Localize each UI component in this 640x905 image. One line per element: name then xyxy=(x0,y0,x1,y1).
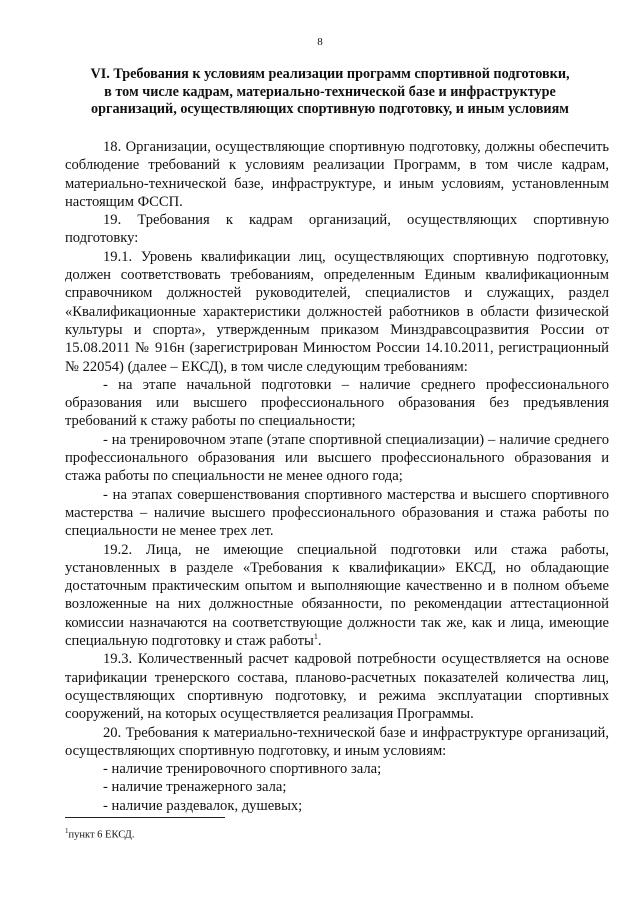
paragraph-18: 18. Организации, осуществляющие спортивную подготовку, должны обеспечить соблюдение требований к условиям реализации Программ, в том числе кадрам, материально-технической базе, инфраструктуре, и иным условиям, установленным настоящим ФССП. xyxy=(65,139,609,210)
list-item: - наличие тренажерного зала; xyxy=(103,779,287,796)
heading-line-1: VI. Требования к условиям реализации программ спортивной подготовки, xyxy=(90,66,570,82)
section-heading xyxy=(60,66,600,119)
paragraph-19-2-end: . xyxy=(317,633,322,650)
heading-line-3: организаций, осуществляющих спортивную подготовку, и иным условиям xyxy=(91,101,569,117)
heading-line-2: в том числе кадрам, материально-технической базе и инфраструктуре xyxy=(104,83,556,100)
footnote-reference: 1 xyxy=(313,632,318,642)
footnote-mark: 1 xyxy=(65,827,69,835)
footnote-divider xyxy=(65,817,225,818)
paragraph-19-2-text: 19.2. Лица, не имеющие специальной подготовки или стажа работы, установленных в разделе «Требования к квалификации» ЕКСД, но обладающие достаточным практическим опытом и выполняющие качественно и в полном объеме возложенные на них должностные обязанности, по рекомендации аттестационной комиссии назначаются на соответствующие должности так же, как и лица, имеющие специальную подготовку и стаж работы xyxy=(65,541,609,650)
page-number: 8 xyxy=(317,36,323,48)
paragraph-19: 19. Требования к кадрам организаций, осуществляющих спортивную подготовку: xyxy=(65,212,609,247)
paragraph-19-2 xyxy=(65,541,609,651)
footnote-text: пункт 6 ЕКСД. xyxy=(68,829,135,841)
list-item: - наличие раздевалок, душевых; xyxy=(103,797,303,814)
paragraph-19-1: 19.1. Уровень квалификации лиц, осуществляющих спортивную подготовку, должен соответствовать требованиям, определенным Единым квалификационным справочником должностей руководителей, специалистов и служащих, раздел «Квалификационные характеристики должностей работников в области физической культуры и спорта», утвержденным приказом Минздравсоцразвития России от 15.08.2011 № 916н (зарегистрирован Минюстом России 14.10.2011, регистрационный № 22054) (далее – ЕКСД), в том числе следующим требованиям: xyxy=(65,248,609,375)
footnote xyxy=(65,827,134,841)
paragraph-19-1-training-stage: - на тренировочном этапе (этапе спортивной специализации) – наличие среднего профессионального образования или высшего профессионального образования и стажа работы по специальности не менее одного года; xyxy=(65,431,609,485)
document-body xyxy=(65,138,609,815)
list-item: - наличие тренировочного спортивного зала; xyxy=(103,761,382,778)
paragraph-19-1-mastery-stage: - на этапах совершенствования спортивного мастерства и высшего спортивного мастерства – наличие высшего профессионального образования и стажа работы по специальности не менее трех лет. xyxy=(65,486,609,540)
paragraph-19-3: 19.3. Количественный расчет кадровой потребности осуществляется на основе тарификации тренерского состава, планово-расчетных показателей количества лиц, осуществляющих спортивную подготовку, и режима эксплуатации спортивных сооружений, на которых осуществляется реализация Программы. xyxy=(65,651,609,723)
paragraph-19-1-initial-stage: - на этапе начальной подготовки – наличие среднего профессионального образования или высшего профессионального образования без предъявления требований к стажу работы по специальности; xyxy=(65,376,609,430)
paragraph-20: 20. Требования к материально-технической базе и инфраструктуре организаций, осуществляющих спортивную подготовку, и иным условиям: xyxy=(65,724,609,759)
